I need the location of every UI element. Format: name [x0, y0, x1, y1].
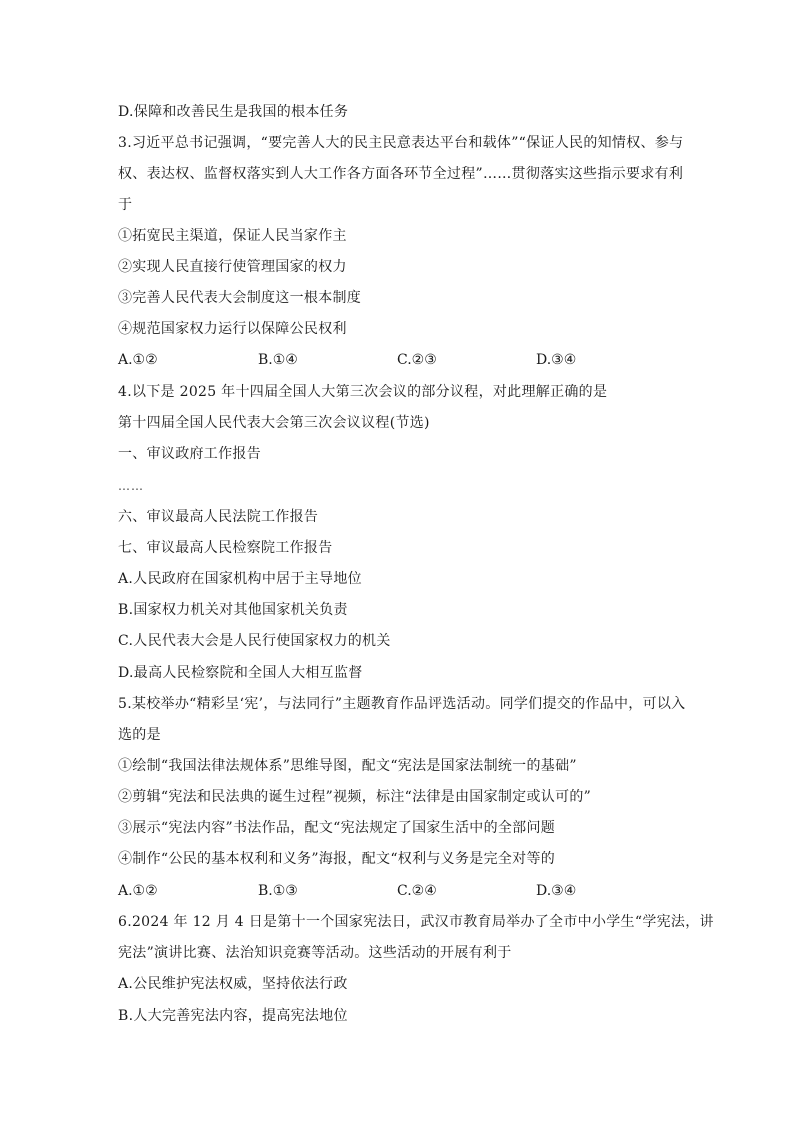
q4-agenda-title: 第十四届全国人民代表大会第三次会议议程(节选)	[118, 415, 430, 431]
q4-stem: 4.以下是 2025 年十四届全国人大第三次会议的部分议程，对此理解正确的是	[118, 384, 608, 400]
q6-option-b: B.人大完善宪法内容，提高宪法地位	[118, 1008, 348, 1024]
q3-statement-4: ④规范国家权力运行以保障公民权利	[118, 321, 347, 337]
q4-agenda-item-6: 六、审议最高人民法院工作报告	[118, 509, 319, 525]
q4-option-c: C.人民代表大会是人民行使国家权力的机关	[118, 633, 391, 649]
q5-option-d: D.③④	[536, 883, 577, 899]
q6-stem-line1: 6.2024 年 12 月 4 日是第十一个国家宪法日，武汉市教育局举办了全市中小学生“学宪法，讲	[118, 914, 714, 930]
q4-option-d: D.最高人民检察院和全国人大相互监督	[118, 665, 363, 681]
q5-option-c: C.②④	[397, 883, 437, 899]
q2-option-d: D.保障和改善民生是我国的根本任务	[118, 104, 349, 120]
q5-statement-2: ②剪辑“宪法和民法典的诞生过程”视频，标注“法律是由国家制定或认可的”	[118, 789, 592, 805]
q4-option-a: A.人民政府在国家机构中居于主导地位	[118, 571, 362, 587]
q4-agenda-item-7: 七、审议最高人民检察院工作报告	[118, 540, 333, 556]
q3-option-b: B.①④	[258, 352, 298, 368]
q6-option-a: A.公民维护宪法权威，坚持依法行政	[118, 976, 348, 992]
q4-agenda-item-1: 一、审议政府工作报告	[118, 446, 261, 462]
q3-stem-line3: 于	[118, 197, 133, 213]
q5-statement-1: ①绘制“我国法律法规体系”思维导图，配文“宪法是国家法制统一的基础”	[118, 758, 577, 774]
q4-agenda-ellipsis: ……	[118, 479, 144, 493]
q3-statement-1: ①拓宽民主渠道，保证人民当家作主	[118, 228, 347, 244]
q5-stem-line1: 5.某校举办“精彩呈‘宪’，与法同行”主题教育作品评选活动。同学们提交的作品中，可以入	[118, 696, 686, 712]
q3-option-d: D.③④	[536, 352, 577, 368]
q4-option-b: B.国家权力机关对其他国家机关负责	[118, 602, 348, 618]
q3-option-a: A.①②	[118, 352, 158, 368]
q5-options	[118, 881, 684, 901]
q5-statement-4: ④制作“公民的基本权利和义务”海报，配文“权利与义务是完全对等的	[118, 851, 556, 867]
q5-option-b: B.①③	[258, 883, 298, 899]
q3-stem-line1: 3.习近平总书记强调，“要完善人大的民主民意表达平台和载体”“保证人民的知情权、参与	[118, 135, 684, 151]
q3-stem-line2: 权、表达权、监督权落实到人大工作各方面各环节全过程”……贯彻落实这些指示要求有利	[118, 166, 684, 182]
q3-statement-3: ③完善人民代表大会制度这一根本制度	[118, 290, 362, 306]
q5-stem-line2: 选的是	[118, 727, 161, 743]
q5-option-a: A.①②	[118, 883, 158, 899]
q6-stem-line2: 宪法”演讲比赛、法治知识竞赛等活动。这些活动的开展有利于	[118, 945, 512, 961]
q5-statement-3: ③展示“宪法内容”书法作品，配文“宪法规定了国家生活中的全部问题	[118, 820, 556, 836]
q3-option-c: C.②③	[397, 352, 437, 368]
q3-statement-2: ②实现人民直接行使管理国家的权力	[118, 259, 347, 275]
q3-options	[118, 350, 684, 370]
